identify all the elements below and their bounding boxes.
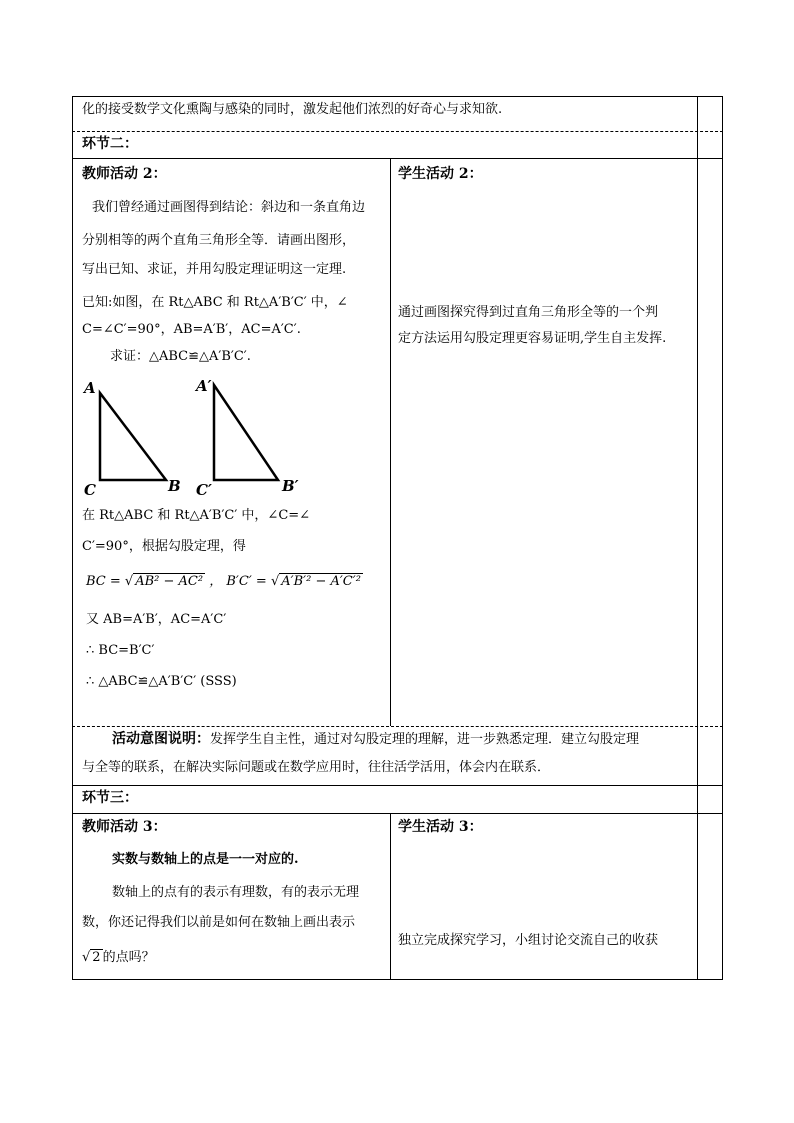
teacher-paragraph: 数轴上的点有的表示有理数，有的表示无理	[112, 885, 360, 900]
bold-statement: 实数与数轴上的点是一一对应的.	[112, 852, 299, 867]
vertex-label: A′	[196, 377, 212, 395]
formula-radicand: AB² − AC²	[135, 574, 204, 589]
vertex-label: C	[84, 481, 96, 499]
intent-text: 与全等的联系，在解决实际问题或在数学应用时，往往活学活用，体会内在联系．	[82, 760, 551, 775]
given-text: C=∠C′=90°，AB=A′B′，AC=A′C′.	[82, 322, 301, 337]
vertex-label: C′	[196, 481, 212, 499]
sqrt-symbol: √ A′B′² − A′C′²	[270, 574, 361, 589]
teacher-paragraph: 数，你还记得我们以前是如何在数轴上画出表示	[82, 915, 356, 930]
teacher-paragraph: 写出已知、求证，并用勾股定理证明这一定理.	[82, 262, 347, 277]
proof-step: 又 AB=A′B′，AC=A′C′	[86, 612, 227, 627]
triangle-abc	[100, 393, 166, 480]
teacher-paragraph: 分别相等的两个直角三角形全等．请画出图形，	[82, 233, 356, 248]
student-activity-title: 学生活动 3：	[398, 819, 483, 835]
student-activity-text: 定方法运用勾股定理更容易证明,学生自主发挥.	[398, 331, 667, 346]
intent-text: 发挥学生自主性，通过对勾股定理的理解，进一步熟悉定理．建立勾股定理	[210, 732, 640, 747]
formula-lhs: B′C′ =	[226, 574, 267, 589]
continuation-text: 化的接受数学文化熏陶与感染的同时，激发起他们浓烈的好奇心与求知欲.	[82, 102, 503, 117]
intent-label: 活动意图说明：	[112, 731, 210, 747]
teacher-paragraph	[82, 950, 155, 966]
sqrt-value: 2	[92, 950, 101, 965]
student-activity-text: 独立完成探究学习，小组讨论交流自己的收获	[398, 933, 659, 948]
triangles-figure	[80, 375, 320, 500]
given-text: 已知:如图，在 Rt△ABC 和 Rt△A′B′C′ 中，∠	[82, 295, 348, 310]
prove-text: 求证：△ABC≌△A′B′C′.	[110, 349, 251, 364]
proof-step: ∴ BC=B′C′	[86, 643, 155, 658]
teacher-activity-title: 教师活动 3：	[82, 819, 167, 835]
row-divider	[72, 785, 723, 786]
proof-intro: 在 Rt△ABC 和 Rt△A′B′C′ 中，∠C=∠	[82, 508, 311, 523]
proof-step: ∴ △ABC≌△A′B′C′ (SSS)	[86, 674, 237, 689]
vertex-label: B	[168, 477, 181, 495]
triangle-a-prime	[214, 385, 278, 480]
formula-lhs: BC =	[86, 574, 121, 589]
row-divider	[72, 813, 723, 814]
column-divider	[390, 158, 391, 726]
section-title: 环节二：	[82, 136, 138, 152]
sqrt-symbol: √ 2	[82, 950, 101, 965]
student-activity-text: 通过画图探究得到过直角三角形全等的一个判	[398, 305, 659, 320]
formula-line	[86, 574, 363, 590]
row-divider	[72, 131, 723, 132]
vertex-label: A	[84, 379, 96, 397]
intent-line	[112, 731, 639, 748]
row-divider	[72, 726, 723, 727]
table-frame	[72, 96, 723, 980]
proof-intro: C′=90°，根据勾股定理，得	[82, 539, 246, 554]
sqrt-symbol: √ AB² − AC²	[124, 574, 204, 589]
formula-radicand: A′B′² − A′C′²	[281, 574, 361, 589]
teacher-activity-title: 教师活动 2：	[82, 166, 167, 182]
paragraph-end: 的点吗？	[102, 950, 155, 965]
section-title: 环节三：	[82, 790, 138, 806]
column-divider	[390, 813, 391, 980]
vertex-label: B′	[282, 477, 299, 495]
student-activity-title: 学生活动 2：	[398, 166, 483, 182]
formula-separator: ，	[209, 574, 223, 589]
column-divider	[697, 96, 698, 980]
teacher-paragraph: 我们曾经通过画图得到结论：斜边和一条直角边	[92, 200, 366, 215]
row-divider	[72, 158, 723, 159]
